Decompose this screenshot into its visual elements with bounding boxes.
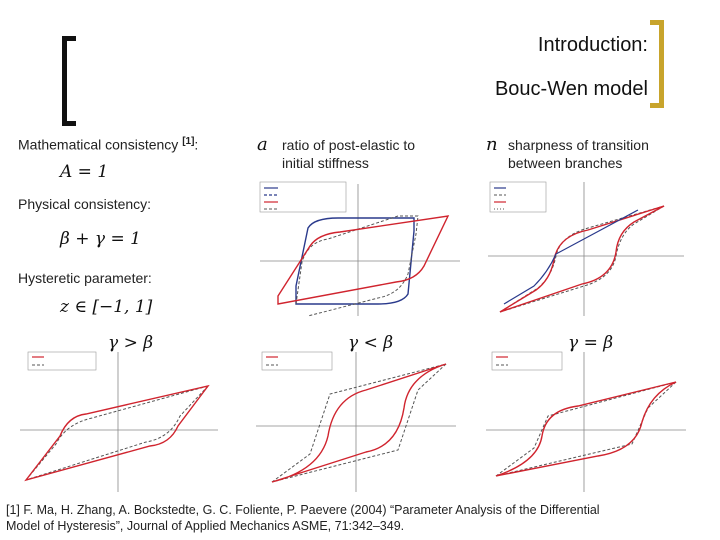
math-consistency-label: Mathematical consistency [1]: [18, 136, 199, 153]
equation-a: A = 1 [60, 162, 109, 182]
plot-3-legend [492, 352, 562, 370]
param-n-description: sharpness of transition between branches [508, 137, 649, 171]
slide-subtitle: Bouc-Wen model [494, 78, 648, 100]
condition-gamma-gt-beta: γ > β [108, 333, 154, 353]
plot-1-curve-bilinear [26, 386, 208, 480]
plot-2-curve-bilinear [272, 364, 446, 482]
slide-title: Introduction: [537, 34, 648, 56]
hysteresis-plot-gamma-lt-beta [248, 346, 460, 496]
title-bracket-right [650, 20, 664, 108]
plot-3-curve-bilinear [496, 382, 676, 476]
condition-gamma-lt-beta: γ < β [348, 333, 394, 353]
equation-z-range: z ∈ [−1, 1] [60, 297, 153, 317]
param-a-description: ratio of post-elastic to initial stiffness [282, 137, 416, 171]
hysteresis-plot-a [248, 176, 466, 326]
plot-n-curve-bilinear [500, 206, 664, 312]
plot-1-legend [28, 352, 96, 370]
citation-ref: [1] [182, 136, 195, 147]
title-bracket-left [62, 36, 76, 126]
reference-footnote: [1] F. Ma, H. Zhang, A. Bockstedte, G. C. Foliente, P. Paevere (2004) “Parameter Analysis of the Differential Model of Hysteresis”, Journal of Applied Mechanics ASME, 71:342–349. [6, 503, 600, 533]
hysteresis-plot-gamma-eq-beta [478, 346, 690, 496]
plot-n-curve-red [500, 206, 664, 312]
param-a-symbol: a [257, 134, 268, 155]
equation-beta-gamma: β + γ = 1 [60, 229, 141, 249]
physical-consistency-label: Physical consistency: [18, 196, 152, 212]
plot-a-legend [260, 182, 346, 212]
plot-n-legend [490, 182, 546, 212]
hysteresis-plot-gamma-gt-beta [12, 346, 222, 496]
plot-2-curve-red [272, 364, 446, 482]
param-n-symbol: n [486, 134, 498, 155]
hysteretic-parameter-label: Hysteretic parameter: [18, 270, 152, 286]
plot-a-curve-red [278, 216, 448, 304]
condition-gamma-eq-beta: γ = β [568, 333, 614, 353]
plot-1-curve-red [26, 386, 208, 480]
plot-3-curve-red [496, 382, 676, 476]
plot-2-legend [262, 352, 332, 370]
hysteresis-plot-n [478, 176, 690, 326]
